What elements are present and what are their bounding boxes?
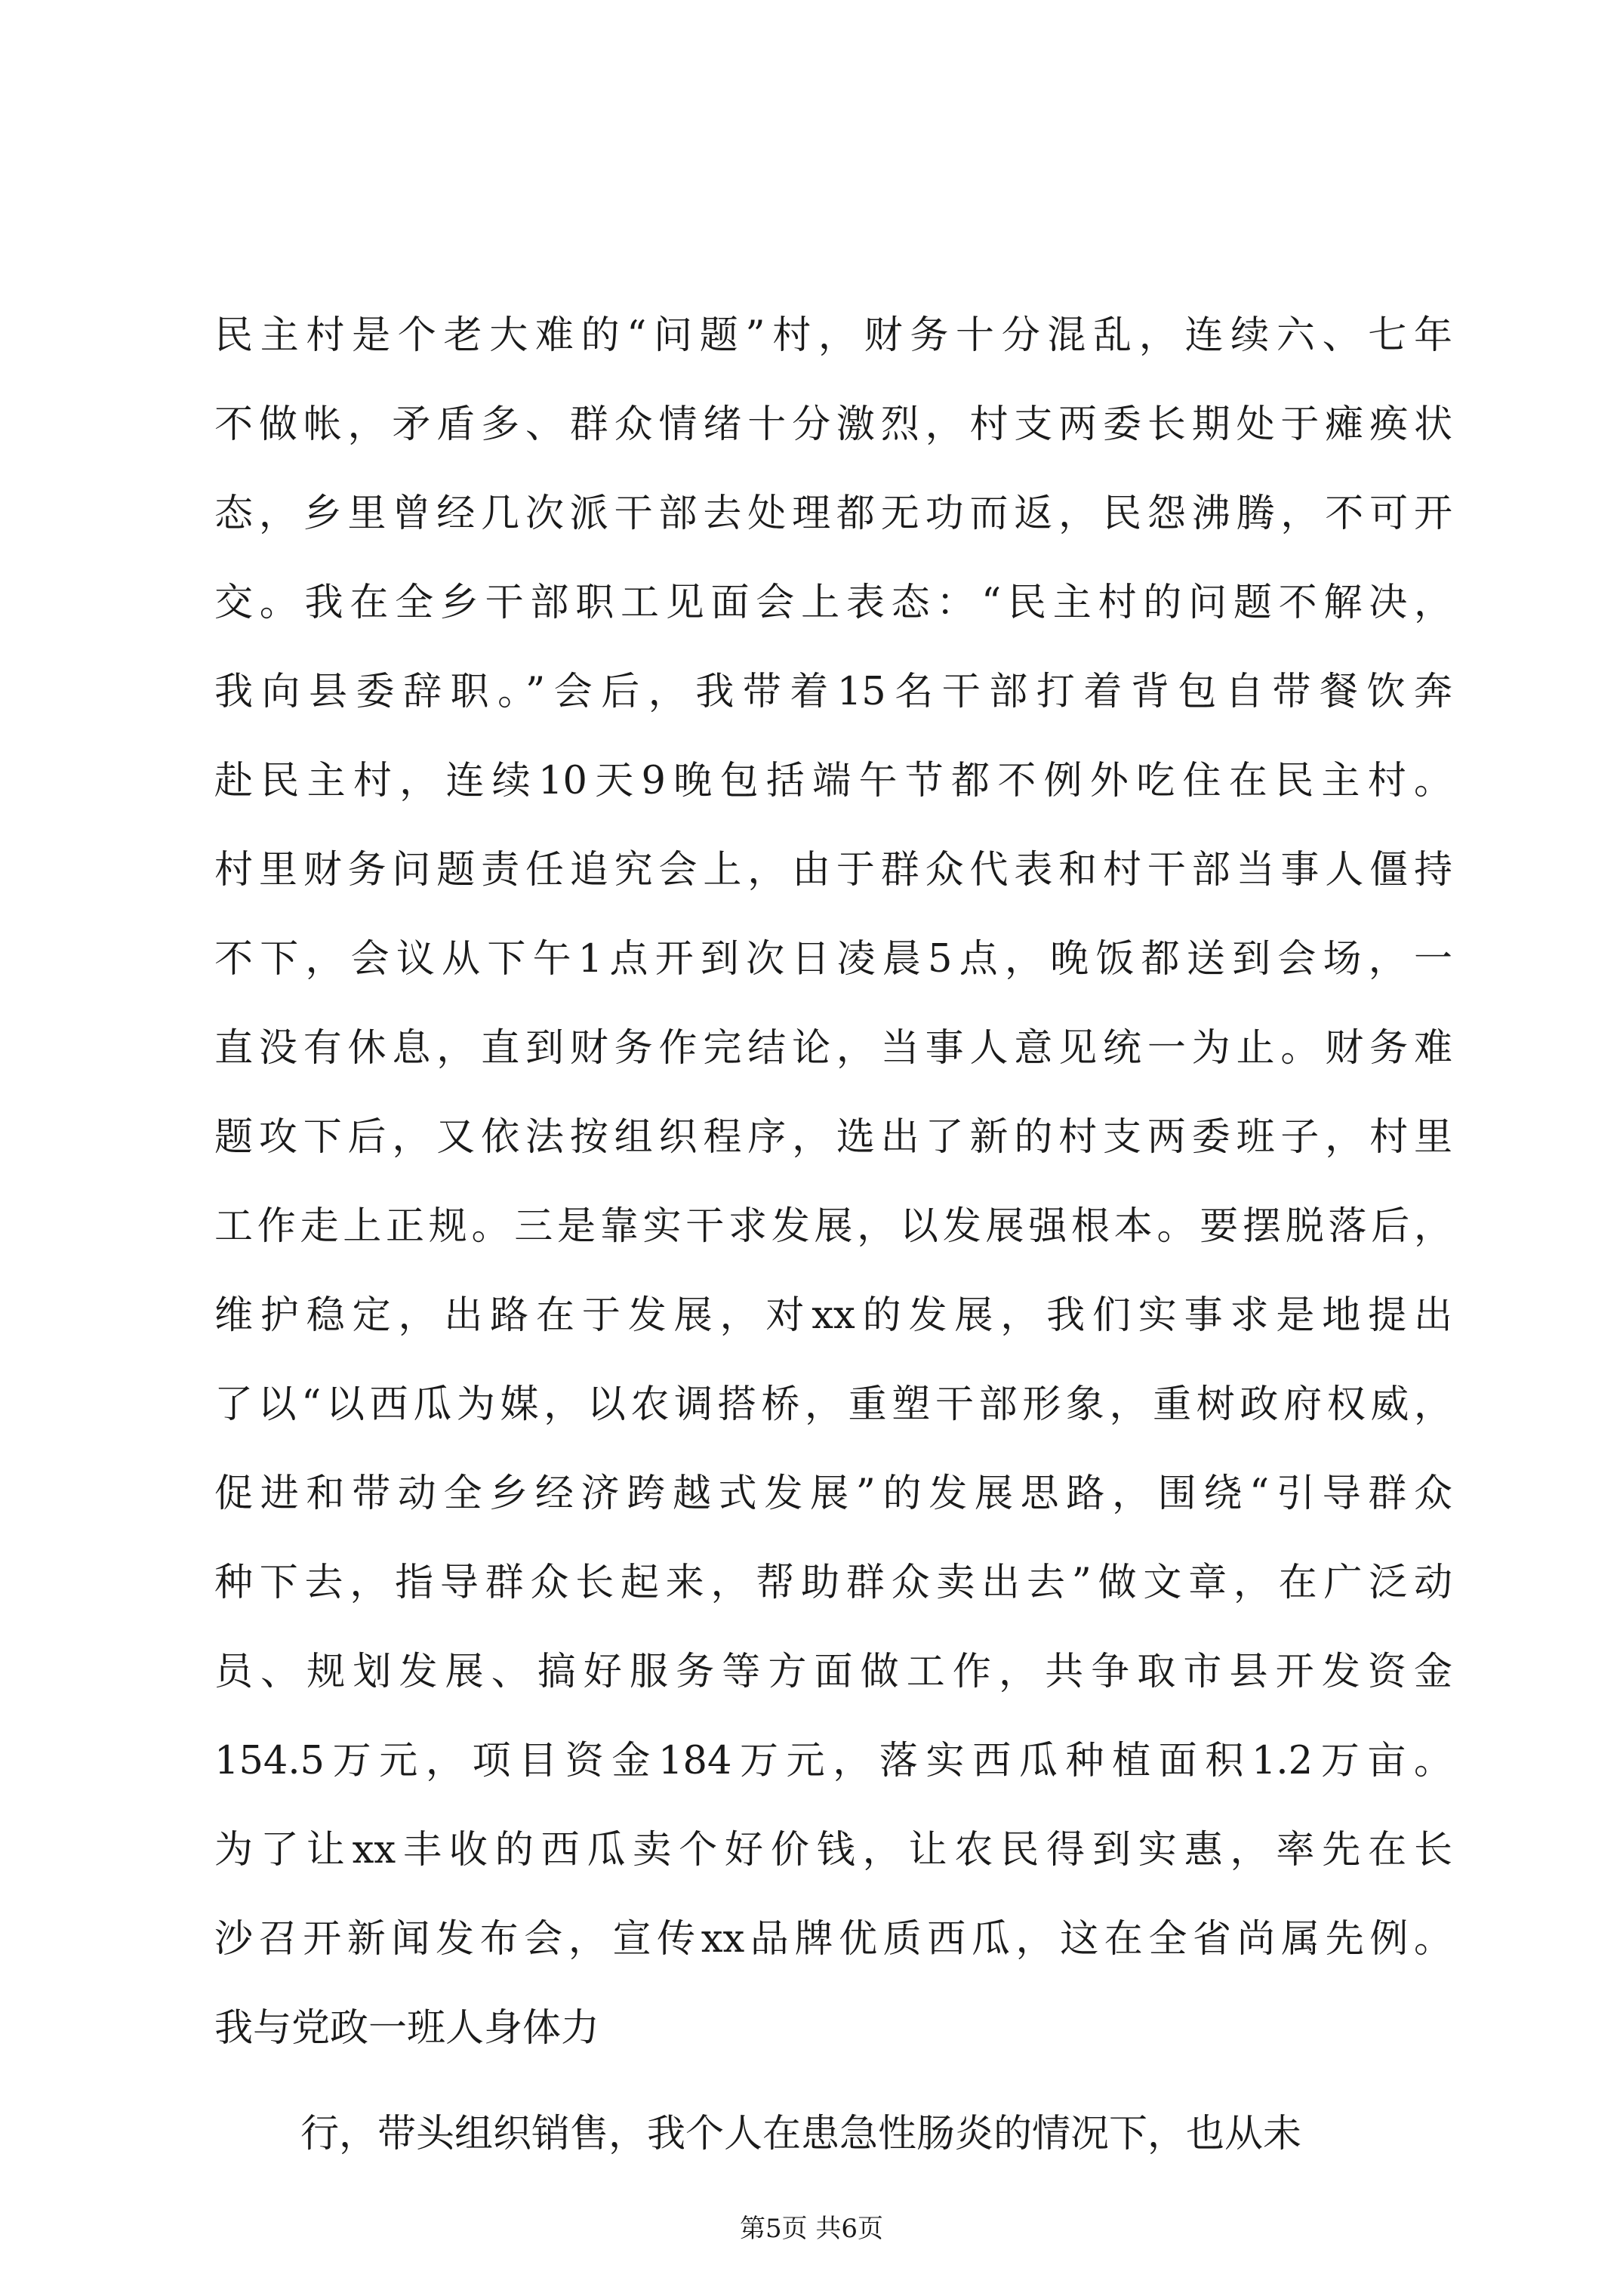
text-line: 促进和带动全乡经济跨越式发展”的发展思路，围绕“引导群众 [214, 1472, 1452, 1516]
text-line: 不下，会议从下午1点开到次日凌晨5点，晚饭都送到会场，一 [214, 937, 1452, 982]
text-line: 维护稳定，出路在于发展，对xx的发展，我们实事求是地提出 [214, 1293, 1452, 1338]
text-line: 直没有休息，直到财务作完结论，当事人意见统一为止。财务难 [214, 1026, 1452, 1071]
document-body [214, 291, 1452, 2179]
text-line: 为了让xx丰收的西瓜卖个好价钱，让农民得到实惠，率先在长 [214, 1828, 1452, 1872]
text-line: 民主村是个老大难的“问题”村，财务十分混乱，连续六、七年 [214, 313, 1452, 358]
text-line: 154.5万元，项目资金184万元，落实西瓜种植面积1.2万亩。 [214, 1739, 1452, 1783]
text-line: 沙召开新闻发布会，宣传xx品牌优质西瓜，这在全省尚属先例。 [214, 1917, 1452, 1962]
text-line: 了以“以西瓜为媒，以农调搭桥，重塑干部形象，重树政府权威， [214, 1382, 1452, 1427]
text-line: 赴民主村，连续10天9晚包括端午节都不例外吃住在民主村。 [214, 759, 1452, 803]
paragraph-2-line: 行，带头组织销售，我个人在患急性肠炎的情况下，也从未 [300, 2112, 1302, 2156]
text-line: 不做帐，矛盾多、群众情绪十分激烈，村支两委长期处于瘫痪状 [214, 402, 1452, 447]
text-line: 态，乡里曾经几次派干部去处理都无功而返，民怨沸腾，不可开 [214, 492, 1452, 536]
paragraph-gap [214, 2073, 1452, 2090]
text-line: 我向县委辞职。”会后，我带着15名干部打着背包自带餐饮奔 [214, 670, 1452, 714]
text-line: 工作走上正规。三是靠实干求发展，以发展强根本。要摆脱落后， [214, 1204, 1452, 1249]
text-line: 种下去，指导群众长起来，帮助群众卖出去”做文章，在广泛动 [214, 1561, 1452, 1605]
text-line-last: 我与党政一班人身体力 [214, 2006, 600, 2051]
text-line: 交。我在全乡干部职工见面会上表态：“民主村的问题不解决， [214, 581, 1452, 625]
text-line: 题攻下后，又依法按组织程序，选出了新的村支两委班子，村里 [214, 1115, 1452, 1160]
text-line: 员、规划发展、搞好服务等方面做工作，共争取市县开发资金 [214, 1650, 1452, 1694]
page-footer: 第5页 共6页 [739, 2214, 884, 2244]
text-line: 村里财务问题责任追究会上，由于群众代表和村干部当事人僵持 [214, 848, 1452, 892]
